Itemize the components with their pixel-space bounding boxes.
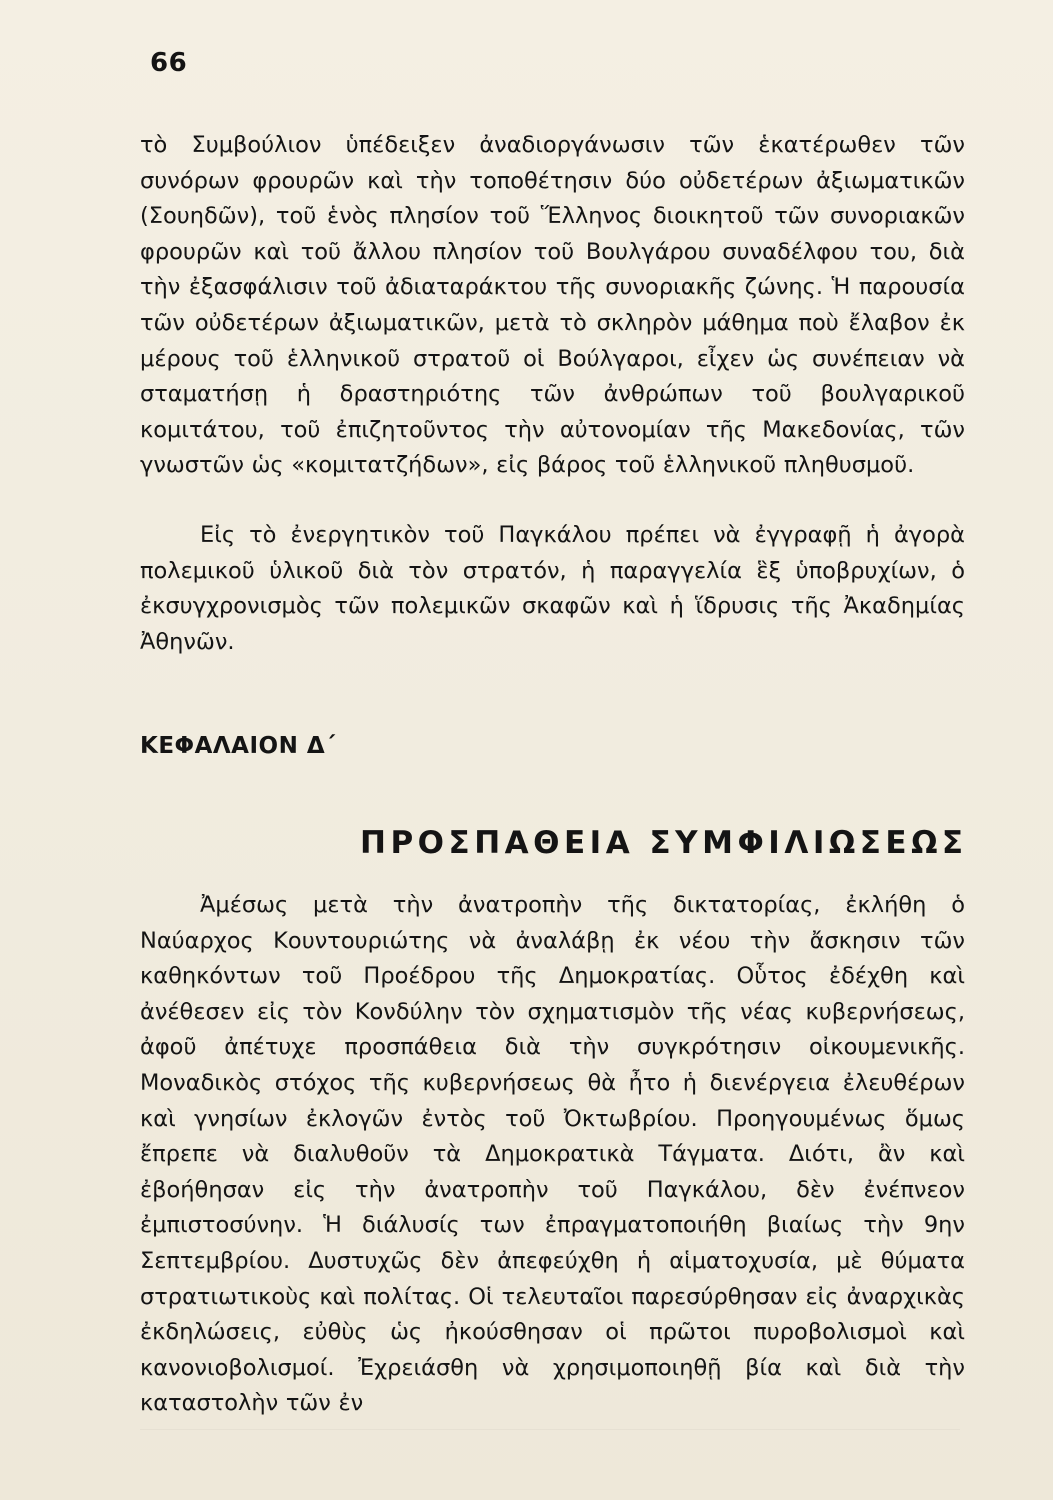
paragraph-text: Ἀμέσως μετὰ τὴν ἀνατροπὴν τῆς δικτατορίας, ἐκλήθη ὁ Ναύαρχος Κουντουριώτης νὰ ἀναλάβῃ ἐκ νέου τὴν ἄσκησιν τῶν καθηκόντων τοῦ Προέδρου τῆς Δημοκρατίας. Οὗτος ἐδέχθη καὶ ἀνέθεσεν εἰς τὸν Κονδύλην τὸν σχηματισμὸν τῆς νέας κυβερνήσεως, ἀφοῦ ἀπέτυχε προσπάθεια διὰ τὴν συγκρότησιν οἰκουμενικῆς. Μοναδικὸς στόχος τῆς κυβερνήσεως θὰ ἦτο ἡ διενέργεια ἐλευθέρων καὶ γνησίων ἐκλογῶν ἐντὸς τοῦ Ὀκτωβρίου. Προηγουμένως ὅμως ἔπρεπε νὰ διαλυθοῦν τὰ Δημοκρατικὰ Τάγματα. Διότι, ἂν καὶ ἐβοήθησαν εἰς τὴν ἀνατροπὴν τοῦ Παγκάλου, δὲν ἐνέπνεον ἐμπιστοσύνην. Ἡ διάλυσίς των ἐπραγματοποιήθη βιαίως τὴν 9ην Σεπτεμβρίου. Δυστυχῶς δὲν ἀπεφεύχθη ἡ αἱματοχυσία, μὲ θύματα στρατιωτικοὺς καὶ πολίτας. Οἱ τελευταῖοι παρεσύρθησαν εἰς ἀναρχικὰς ἐκδηλώσεις, εὐθὺς ὡς ἠκούσθησαν οἱ πρῶτοι πυροβολισμοὶ καὶ κανονιοβολισμοί. Ἐχρειάσθη νὰ χρησιμοποιηθῇ βία καὶ διὰ τὴν καταστολὴν τῶν ἐν [140,892,965,1417]
paragraph-text: Εἰς τὸ ἐνεργητικὸν τοῦ Παγκάλου πρέπει νὰ ἐγγραφῇ ἡ ἀγορὰ πολεμικοῦ ὑλικοῦ διὰ τὸν στρατόν, ἡ παραγγελία ἓξ ὑποβρυχίων, ὁ ἐκσυγχρονισμὸς τῶν πολεμικῶν σκαφῶν καὶ ἡ ἵδρυσις τῆς Ἀκαδημίας Ἀθηνῶν. [140,522,965,655]
paragraph-after-dictatorship [140,888,965,1422]
bleed-through-shadow [140,1429,960,1430]
chapter-heading: ΚΕΦΑΛΑΙΟΝ Δ΄ [140,733,336,759]
paragraph-border-council [140,128,965,484]
paragraph-text: τὸ Συμβούλιον ὑπέδειξεν ἀναδιοργάνωσιν τῶν ἑκατέρωθεν τῶν συνόρων φρουρῶν καὶ τὴν τοποθέτησιν δύο οὐδετέρων ἀξιωματικῶν (Σουηδῶν), τοῦ ἑνὸς πλησίον τοῦ Ἕλληνος διοικητοῦ τῶν συνοριακῶν φρουρῶν καὶ τοῦ ἄλλου πλησίον τοῦ Βουλγάρου συναδέλφου του, διὰ τὴν ἐξασφάλισιν τοῦ ἀδιαταράκτου τῆς συνοριακῆς ζώνης. Ἡ παρουσία τῶν οὐδετέρων ἀξιωματικῶν, μετὰ τὸ σκληρὸν μάθημα ποὺ ἔλαβον ἐκ μέρους τοῦ ἑλληνικοῦ στρατοῦ οἱ Βούλγαροι, εἶχεν ὡς συνέπειαν νὰ σταματήσῃ ἡ δραστηριότης τῶν ἀνθρώπων τοῦ βουλγαρικοῦ κομιτάτου, τοῦ ἐπιζητοῦντος τὴν αὐτονομίαν τῆς Μακεδονίας, τῶν γνωστῶν ὡς «κομιτατζήδων», εἰς βάρος τοῦ ἑλληνικοῦ πληθυσμοῦ. [140,132,965,479]
paragraph-pangalos-achievements [140,518,965,660]
section-title: ΠΡΟΣΠΑΘΕΙΑ ΣΥΜΦΙΛΙΩΣΕΩΣ [360,825,968,861]
page-number: 66 [150,48,188,78]
